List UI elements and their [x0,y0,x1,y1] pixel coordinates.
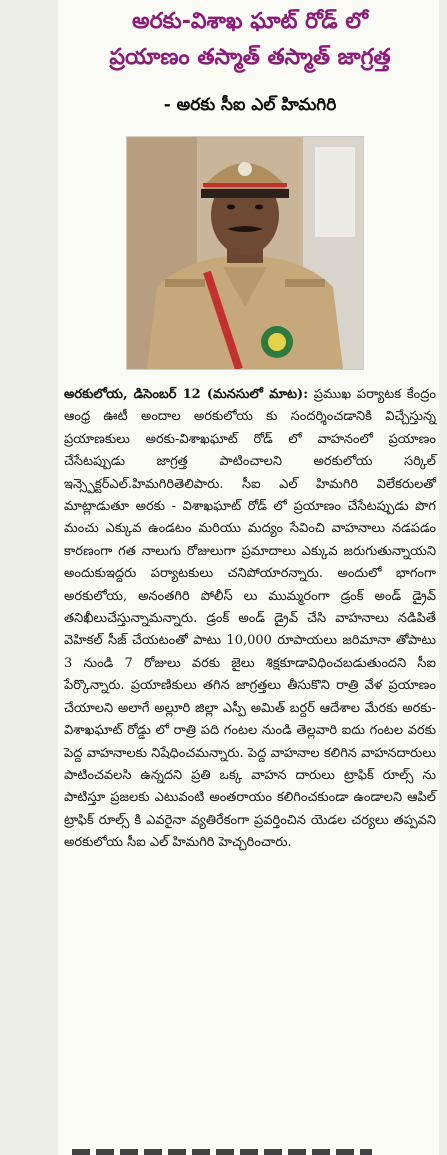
headline-line-2: ప్రయాణం తస్మాత్ తస్మాత్ జాగ్రత్త [109,45,391,70]
byline: - అరకు సీఐ ఎల్ హిమగిరి [163,95,337,115]
right-margin-strip [439,0,447,1155]
left-margin-strip [0,0,58,1155]
article-body [64,384,436,855]
dateline: అరకులోయ, డిసెంబర్ 12 (మనసులో మాట): [64,387,309,402]
headline-line-1: అరకు-విశాఖ ఘాట్ రోడ్ లో [132,9,368,34]
news-article [64,0,436,1155]
article-body-text: ప్రముఖ పర్యాటక కేంద్రం ఆంధ్ర ఊటీ అందాల అరకులోయ కు సందర్శించడానికి విచ్చేస్తున్న ప్రయాణకులు అరకు-విశాఖఘాట్ రోడ్ లో వాహనంలో ప్రయాణం చేసేటప్పుడు జాగ్రత్త పాటించాలని అరకులోయ సర్కిల్ ఇన్స్పెక్టర్ఎల్.హిమగిరితెలిపారు. సీఐ ఎల్ హిమగిరి విలేకరులతో మాట్లాడుతూ అరకు - విశాఖఘాట్ రోడ్ లో ప్రయాణం చేసేటప్పుడు పొగ మంచు ఎక్కువ ఉండటం మరియు మద్యం సేవించి వాహనాలు నడపడం కారణంగా గత నాలుగు రోజులుగా ప్రమాదాలు ఎక్కువ జరుగుతున్నాయని అందుకుఇద్దరు పర్యాటకులు చనిపోయారన్నారు. అందులో భాగంగా అరకులోయ, అనంతగిరి పోలీస్ లు ముమ్మరంగా డ్రంక్ అండ్ డ్రైవ్ తనిఖీలుచేస్తున్నామన్నారు. డ్రంక్ అండ్ డ్రైవ్ చేసి వాహనాలు నడిపితే వెహికల్ సీజ్ చేయటంతో పాటు 10,000 రూపాయలు జరిమానా తోపాటు 3 నుండి 7 రోజులు వరకు జైలు శిక్షకూడావిధించబడుతుందని సీఐ పేర్కొన్నారు. ప్రయాణికులు తగిన జాగ్రత్తలు తీసుకొని రాత్రి వేళ ప్రయాణం చేయాలని అలాగే అల్లూరి జిల్లా ఎస్పీ అమిత్ బర్దర్ ఆదేశాల మేరకు అరకు-విశాఖఘాట్ రోడ్డు లో రాత్రి పది గంటల నుండి తెల్లవారి ఐదు గంటల వరకు పెద్ద వాహనాలకు నిషేధించమన్నారు. పెద్ద వాహనాల కలిగిన వాహనదారులు పాటించవలసి ఉన్నదని ప్రతి ఒక్క వాహన దారులు ట్రాఫిక్ రూల్స్ ను పాటిస్తూ ప్రజలకు ఎటువంటి అంతరాయం కలిగించకుండా ఉండాలని ఆపిల్ ట్రాఫిక్ రూల్స్ కి ఎవరైనా వ్యతిరేకంగా ప్రవర్తించిన యెడల చర్యలు తప్పవని అరకులోయ సీఐ ఎల్ హిమగిరి హెచ్చరించారు. [64,387,436,851]
next-article-cutoff [64,1142,436,1155]
officer-photo [126,136,364,370]
